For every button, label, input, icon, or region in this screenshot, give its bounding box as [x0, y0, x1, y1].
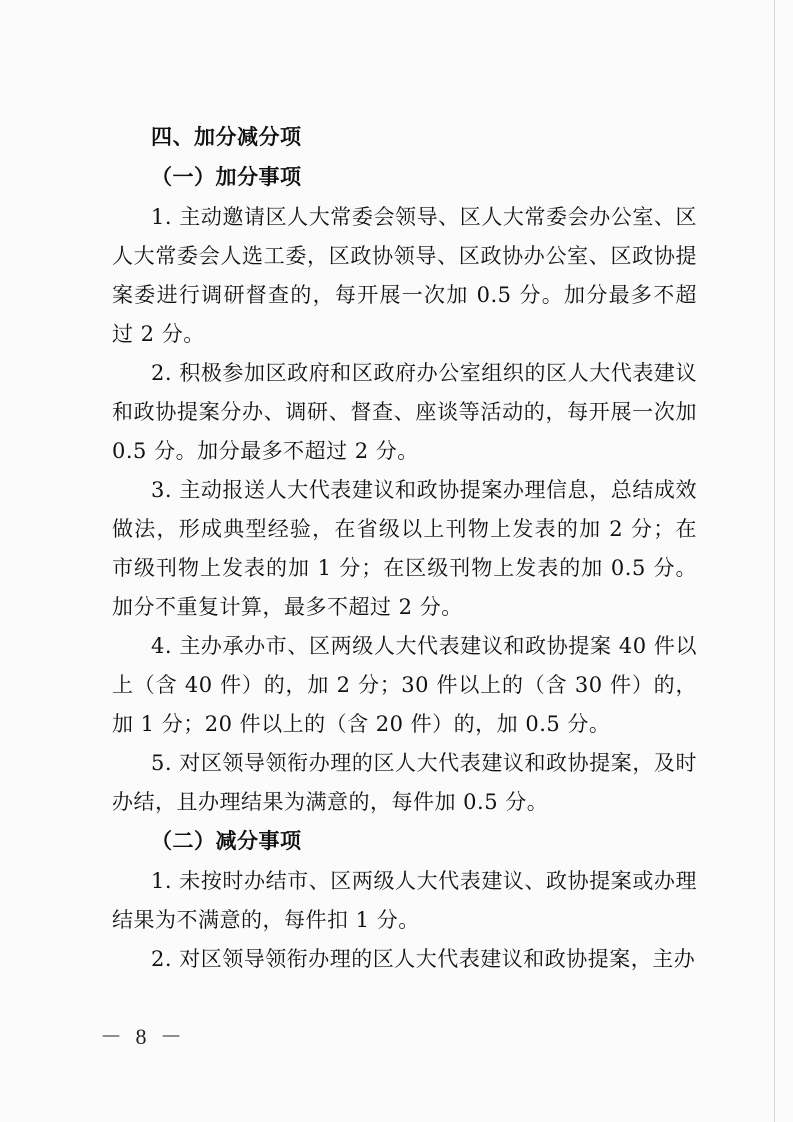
bonus-item-5: 5. 对区领导领衔办理的区人大代表建议和政协提案，及时办结，且办理结果为满意的，每件加 0.5 分。 [112, 751, 697, 814]
bonus-subheading: （一）加分事项 [151, 165, 302, 189]
bonus-item-2: 2. 积极参加区政府和区政府办公室组织的区人大代表建议和政协提案分办、调研、督查、座谈等活动的，每开展一次加 0.5 分。加分最多不超过 2 分。 [112, 361, 697, 463]
bonus-item-1: 1. 主动邀请区人大常委会领导、区人大常委会办公室、区人大常委会人选工委，区政协领导、区政协办公室、区政协提案委进行调研督查的，每开展一次加 0.5 分。加分最多不超过 2 分。 [112, 205, 697, 346]
section-heading: 四、加分减分项 [151, 125, 302, 149]
bonus-item-4: 4. 主办承办市、区两级人大代表建议和政协提案 40 件以上（含 40 件）的，加 2 分；30 件以上的（含 30 件）的，加 1 分；20 件以上的（含 20 件）的，加 0.5 分。 [112, 634, 697, 736]
deduction-item-1: 1. 未按时办结市、区两级人大代表建议、政协提案或办理结果为不满意的，每件扣 1 分。 [112, 869, 697, 932]
document-body [112, 118, 697, 979]
deduction-subheading: （二）减分事项 [151, 829, 302, 853]
scan-edge-line [774, 0, 775, 1122]
deduction-item-2: 2. 对区领导领衔办理的区人大代表建议和政协提案，主办 [151, 947, 696, 971]
page-number: － 8 － [100, 1024, 187, 1049]
bonus-item-3: 3. 主动报送人大代表建议和政协提案办理信息，总结成效做法，形成典型经验，在省级以上刊物上发表的加 2 分；在市级刊物上发表的加 1 分；在区级刊物上发表的加 0.5 分。加分不重复计算，最多不超过 2 分。 [112, 478, 697, 619]
